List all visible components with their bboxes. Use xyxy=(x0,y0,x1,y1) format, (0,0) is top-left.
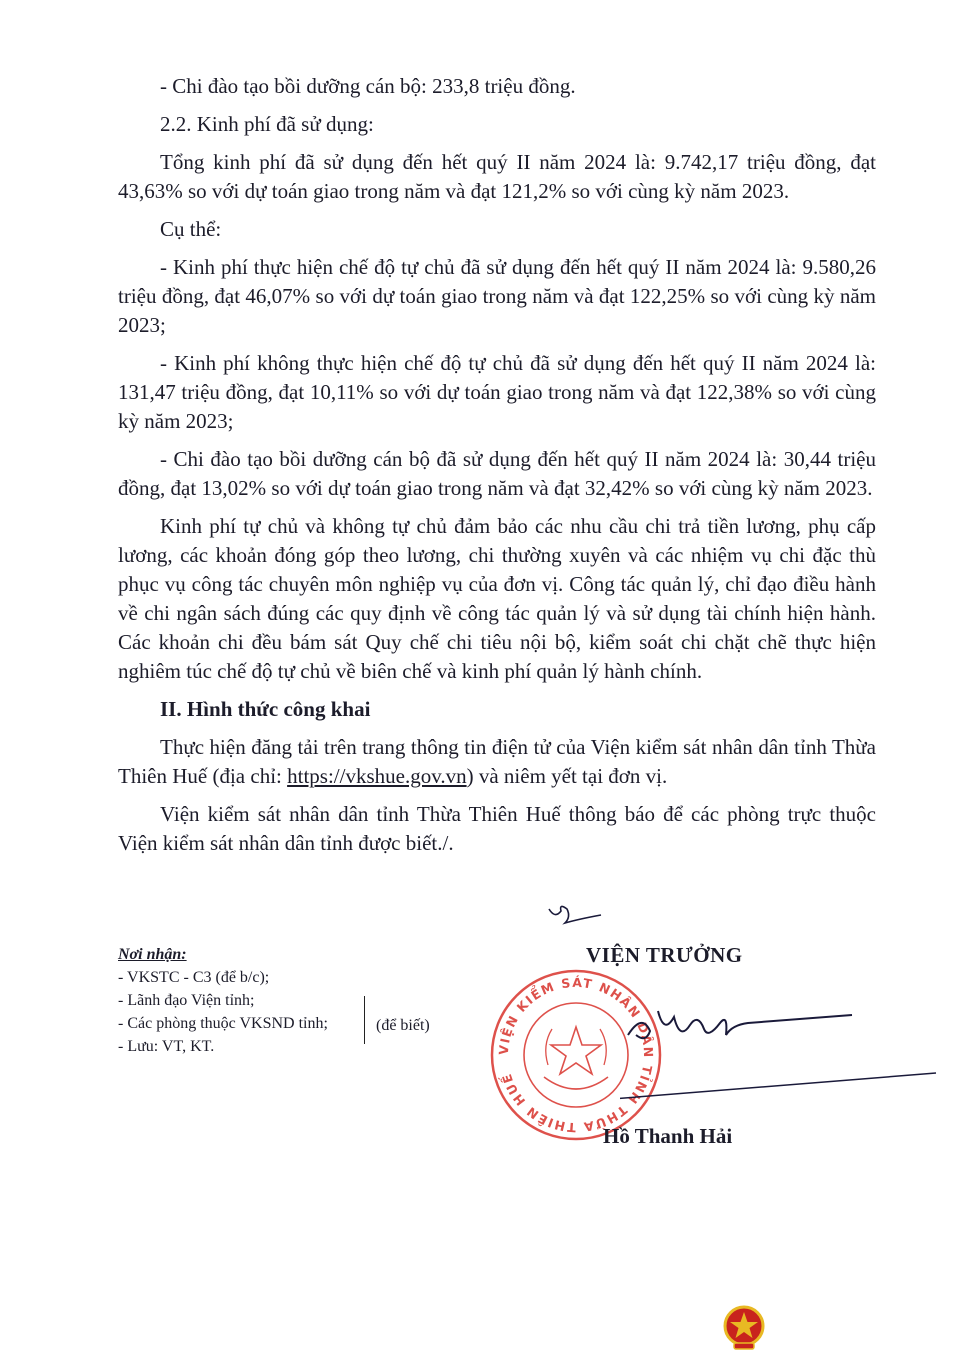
recipient-item: - Các phòng thuộc VKSND tỉnh; xyxy=(118,1015,328,1032)
paragraph-total-spent: Tổng kinh phí đã sử dụng đến hết quý II năm 2024 là: 9.742,17 triệu đồng, đạt 43,63% so với dự toán giao trong năm và đạt 121,2% so với cùng kỳ năm 2023. xyxy=(118,150,876,203)
publication-text-after: ) và niêm yết tại đơn vị. xyxy=(466,764,668,788)
signer-name: Hồ Thanh Hải xyxy=(603,1124,733,1148)
national-emblem-icon xyxy=(722,1304,766,1352)
paragraph-details-intro: Cụ thể: xyxy=(160,217,222,241)
seal-text: VIỆN KIỂM SÁT NHÂN DÂN TỈNH THỪA THIÊN HUẾ xyxy=(495,974,657,1136)
signature-title: VIỆN TRƯỞNG xyxy=(586,943,743,967)
recipients-bracket xyxy=(364,996,365,1044)
handwritten-signature xyxy=(620,995,950,1105)
handwritten-initial xyxy=(545,895,605,927)
paragraph-autonomous-spent: - Kinh phí thực hiện chế độ tự chủ đã sử dụng đến hết quý II năm 2024 là: 9.580,26 triệu đồng, đạt 46,07% so với dự toán giao trong năm và đạt 122,25% so với cùng kỳ năm 2023; xyxy=(118,255,876,337)
recipients-block xyxy=(118,943,478,1058)
publication-text-before: Thực hiện đăng tải trên trang thông tin điện tử của Viện kiểm sát nhân dân tỉnh Thừa Thiên Huế (địa chỉ: xyxy=(118,735,876,788)
paragraph-notice: Viện kiểm sát nhân dân tỉnh Thừa Thiên Huế thông báo để các phòng trực thuộc Viện kiểm sát nhân dân tỉnh được biết./. xyxy=(118,802,876,855)
website-link[interactable]: https://vkshue.gov.vn xyxy=(287,764,467,788)
paragraph-non-autonomous-spent: - Kinh phí không thực hiện chế độ tự chủ đã sử dụng đến hết quý II năm 2024 là: 131,47 triệu đồng, đạt 10,11% so với dự toán giao trong năm và đạt 122,38% so với cùng kỳ năm 2023; xyxy=(118,351,876,433)
section-ii-heading: II. Hình thức công khai xyxy=(160,697,371,721)
recipient-item: - Lưu: VT, KT. xyxy=(118,1038,215,1055)
recipients-title: Nơi nhận: xyxy=(118,946,187,963)
recipient-item: - VKSTC - C3 (để b/c); xyxy=(118,969,270,986)
recipients-note: (để biết) xyxy=(376,1017,430,1034)
document-body xyxy=(118,72,876,858)
paragraph-assessment: Kinh phí tự chủ và không tự chủ đảm bảo các nhu cầu chi trả tiền lương, phụ cấp lương, các khoản đóng góp theo lương, chi thường xuyên và các nhiệm vụ chi đặc thù phục vụ công tác chuyên môn nghiệp vụ của đơn vị. Công tác quản lý, chỉ đạo điều hành về chi ngân sách đúng các quy định về công tác quản lý và sử dụng tài chính hiện hành. Các khoản chi đều bám sát Quy chế chi tiêu nội bộ, kiểm soát chi chặt chẽ thực hiện nghiêm túc chế độ tự chủ về biên chế và kinh phí quản lý hành chính. xyxy=(118,514,876,683)
paragraph-training-budget: - Chi đào tạo bồi dưỡng cán bộ: 233,8 triệu đồng. xyxy=(160,74,576,98)
section-2-2-heading: 2.2. Kinh phí đã sử dụng: xyxy=(160,112,374,136)
paragraph-publication xyxy=(118,733,876,791)
recipient-item: - Lãnh đạo Viện tỉnh; xyxy=(118,992,255,1009)
paragraph-training-spent: - Chi đào tạo bồi dưỡng cán bộ đã sử dụng đến hết quý II năm 2024 là: 30,44 triệu đồng, đạt 13,02% so với dự toán giao trong năm và đạt 32,42% so với cùng kỳ năm 2023. xyxy=(118,447,876,500)
